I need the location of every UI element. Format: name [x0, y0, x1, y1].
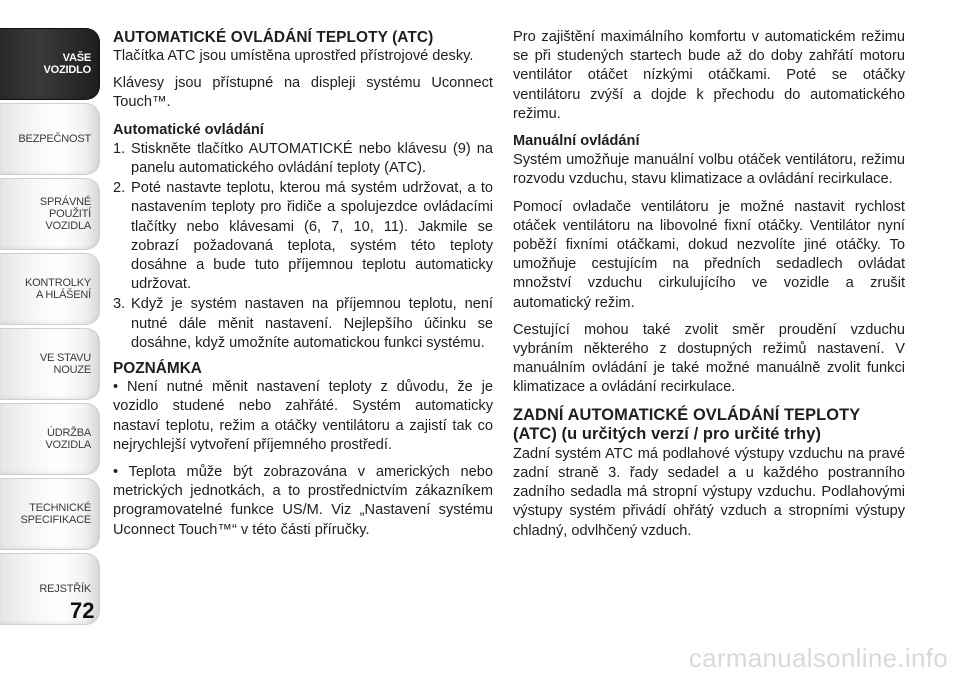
- section-tabs: [0, 28, 104, 628]
- tab-label: VAŠE VOZIDLO: [43, 52, 91, 76]
- step-number: 2.: [113, 180, 126, 197]
- tab-label: BEZPEČNOST: [18, 133, 91, 145]
- step-text: Když je systém nastaven na příjemnou teplotu, není nutné dále měnit nastavení. Nejlepšího účinku se dosáhne, když umožníte automatickou funkci systému.: [131, 296, 493, 351]
- tab-kontrolky[interactable]: [0, 253, 100, 325]
- paragraph: Cestující mohou také zvolit směr proudění vzduchu vybráním některého z dostupných režimů nastavení. V manuálním ovládání je také možné manuálně zvolit funkci klimatizace a ovládání recirkulace.: [513, 321, 905, 396]
- tab-spravne-pouziti[interactable]: [0, 178, 100, 250]
- tab-vase-vozidlo[interactable]: [0, 28, 100, 100]
- tab-label: SPRÁVNÉ POUŽITÍ VOZIDLA: [39, 196, 91, 232]
- list-item: [113, 179, 493, 294]
- tab-label: TECHNICKÉ SPECIFIKACE: [20, 502, 91, 526]
- watermark: carmanualsonline.info: [688, 643, 948, 673]
- paragraph: Systém umožňuje manuální volbu otáček ventilátoru, režimu rozvodu vzduchu, stavu klimatizace a ovládání recirkulace.: [513, 152, 905, 188]
- list-item: [113, 295, 493, 353]
- tab-technicke-specifikace[interactable]: [0, 478, 100, 550]
- step-number: 1.: [113, 140, 126, 157]
- paragraph: Pro zajištění maximálního komfortu v automatickém režimu se při studených startech bude až do doby zahřátí motoru ventilátor otáčet nízkými otáčkami. Poté se otáčky ventilátoru zvýší a dojde k přechodu do automatického režimu.: [513, 29, 905, 122]
- tab-bezpecnost[interactable]: [0, 103, 100, 175]
- step-text: Stiskněte tlačítko AUTOMATICKÉ nebo klávesu (9) na panelu automatického ovládání teploty (ATC).: [131, 140, 493, 177]
- tab-label: KONTROLKY A HLÁŠENÍ: [24, 277, 91, 301]
- paragraph: Tlačítka ATC jsou umístěna uprostřed přístrojové desky.: [113, 48, 474, 64]
- tab-udrzba[interactable]: [0, 403, 100, 475]
- right-column: [513, 28, 905, 549]
- tab-label: ÚDRŽBA VOZIDLA: [45, 427, 91, 451]
- note-bullet: • Teplota může být zobrazována v amerických nebo metrických jednotkách, a to prostřednictvím zákazníkem programovatelné funkce US/M. Viz „Nastavení systému Uconnect Touch™“ v této části příručky.: [113, 464, 493, 538]
- tab-ve-stavu-nouze[interactable]: [0, 328, 100, 400]
- page-number: 72: [70, 598, 95, 623]
- tab-label: REJSTŘÍK: [39, 583, 91, 595]
- paragraph: Pomocí ovladače ventilátoru je možné nastavit rychlost otáček ventilátoru na libovolné fixní otáčky. Ventilátor nyní poběží fixními otáčkami, dokud nezvolíte jiné otáčky. To umožňuje cestujícím na předních sedadlech ovládat množství vzduchu cirkulujícího ve vozidle a zrušit automatický režim.: [513, 198, 905, 311]
- paragraph: Zadní systém ATC má podlahové výstupy vzduchu na pravé zadní straně 3. řady sedadel a u každého postranního zadního sedadla má stropní výstupy vzduchu. Podlahovými výstupy systém přivádí ohřátý vzduch a stropními výstupy chladný, odvlhčený vzduch.: [513, 445, 905, 539]
- subsection-title: Manuální ovládání: [513, 133, 640, 150]
- steps-list: [113, 140, 493, 353]
- subsection-title: Automatické ovládání: [113, 121, 264, 138]
- step-number: 3.: [113, 296, 126, 313]
- section-title: AUTOMATICKÉ OVLÁDÁNÍ TEPLOTY (ATC): [113, 29, 434, 46]
- tab-label: VE STAVU NOUZE: [39, 352, 91, 376]
- note-bullet: • Není nutné měnit nastavení teploty z důvodu, že je vozidlo studené nebo zahřáté. Systém automaticky nastaví teplotu, režim a otáčky ventilátoru a zajistí tak co nejrychlejší vytvoření příjemného prostředí.: [113, 379, 493, 453]
- left-column: [113, 28, 493, 548]
- section-title: ZADNÍ AUTOMATICKÉ OVLÁDÁNÍ TEPLOTY (ATC) (u určitých verzí / pro určité trhy): [513, 405, 860, 444]
- step-text: Poté nastavte teplotu, kterou má systém udržovat, a to nastavením teploty pro řidiče a spolujezdce ovládacími tlačítky nebo klávesami (6, 7, 10, 11). Jakmile se zobrazí požadovaná teplota, systém této teploty dosáhne a bude tuto příjemnou teplotu automaticky udržovat.: [131, 180, 493, 293]
- note-title: POZNÁMKA: [113, 360, 202, 378]
- list-item: [113, 140, 493, 178]
- paragraph: Klávesy jsou přístupné na displeji systému Uconnect Touch™.: [113, 75, 493, 111]
